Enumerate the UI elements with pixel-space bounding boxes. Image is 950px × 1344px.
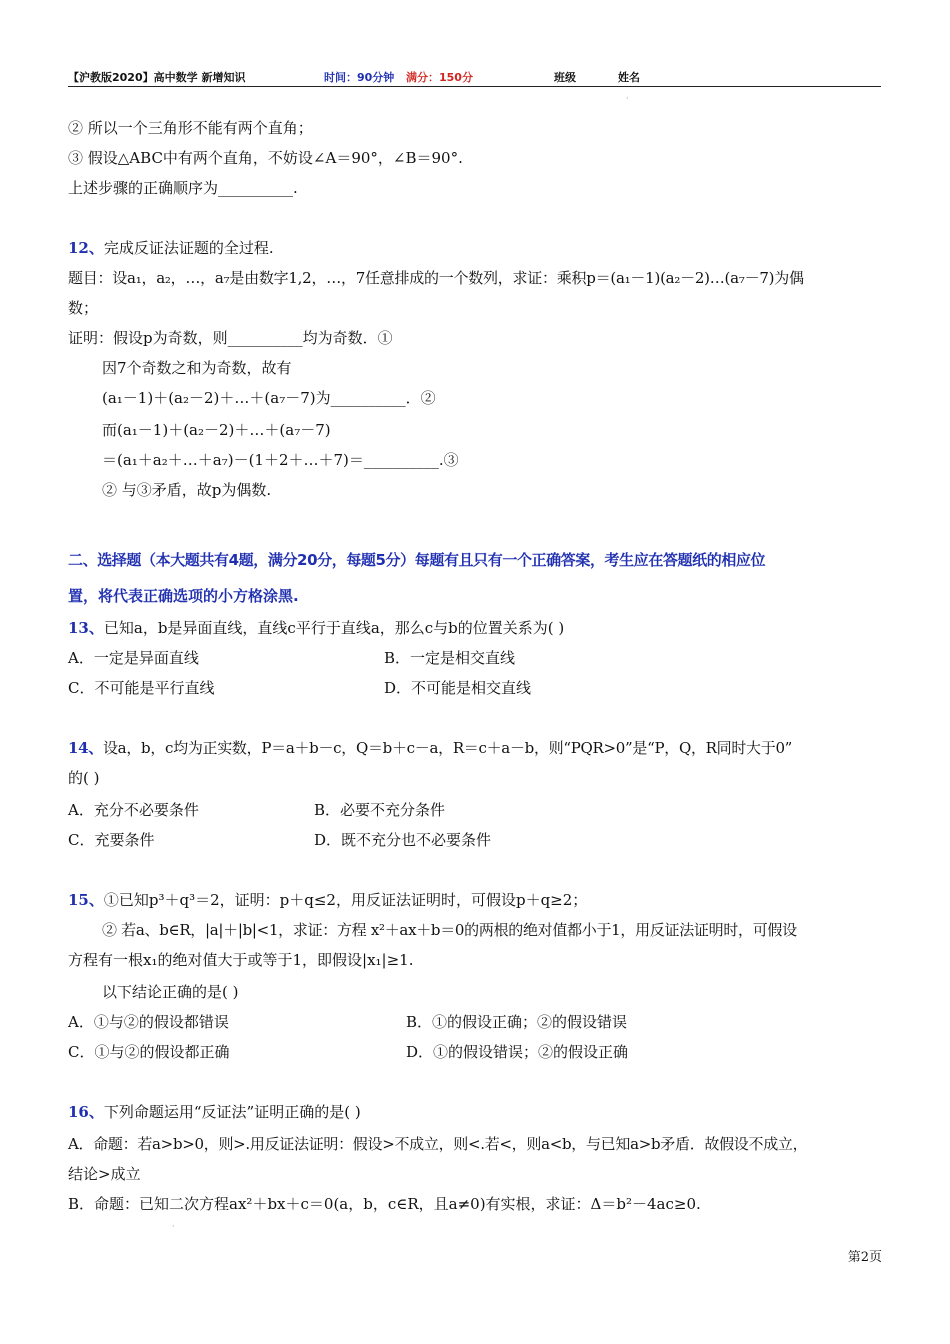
option-c: C．①与②的假设都正确 xyxy=(68,1043,230,1061)
option-b: B．命题：已知二次方程ax²＋bx＋c＝0(a，b，c∈R，且a≠0)有实根，求证：Δ＝b²－4ac≥0. xyxy=(68,1195,701,1213)
question-number: 14、 xyxy=(68,739,103,757)
section-heading-cont: 置，将代表正确选项的小方格涂黑. xyxy=(68,587,299,605)
text-line: 数； xyxy=(68,299,99,317)
option-a: A．①与②的假设都错误 xyxy=(68,1013,229,1031)
question-12 xyxy=(68,238,274,258)
text-line: 上述步骤的正确顺序为__________. xyxy=(68,179,298,197)
option-c: C．充要条件 xyxy=(68,831,155,849)
question-number: 15、 xyxy=(68,891,104,909)
text-line: ② 所以一个三角形不能有两个直角； xyxy=(68,119,313,137)
option-b: B．一定是相交直线 xyxy=(384,649,516,667)
text-line: 结论>成立 xyxy=(68,1165,141,1183)
text-line: ② 若a、b∈R，|a|＋|b|<1，求证：方程 x²＋ax＋b＝0的两根的绝对值都小于1，用反证法证明时，可假设 xyxy=(102,921,797,939)
question-number: 12、 xyxy=(68,239,104,257)
text-line: ② 与③矛盾，故p为偶数. xyxy=(102,481,272,499)
header-title: 【沪教版2020】高中数学 新增知识 xyxy=(68,71,246,84)
option-a: A．充分不必要条件 xyxy=(68,801,199,819)
question-16 xyxy=(68,1102,361,1122)
option-d: D．不可能是相交直线 xyxy=(384,679,532,697)
question-stem: 设a，b，c均为正实数，P＝a＋b－c，Q＝b＋c－a，R＝c＋a－b，则“PQR>0”是“P，Q，R同时大于0” xyxy=(102,739,793,757)
question-stem: ①已知p³＋q³＝2，证明：p＋q≤2，用反证法证明时，可假设p＋q≥2； xyxy=(103,891,588,909)
stray-mark: · xyxy=(626,94,629,103)
option-d: D．既不充分也不必要条件 xyxy=(314,831,492,849)
text-line: 方程有一根x₁的绝对值大于或等于1，即假设|x₁|≥1. xyxy=(68,951,414,969)
question-stem: 下列命题运用“反证法”证明正确的是( ) xyxy=(103,1103,361,1121)
question-stem: 已知a，b是异面直线，直线c平行于直线a，那么c与b的位置关系为( ) xyxy=(103,619,565,637)
page-header xyxy=(68,66,881,87)
header-score: 满分：150分 xyxy=(406,71,473,84)
option-a: A．命题：若a>b>0，则>.用反证法证明：假设>不成立，则<.若<，则a<b，与已知a>b矛盾．故假设不成立， xyxy=(68,1135,808,1153)
question-number: 13、 xyxy=(68,619,104,637)
text-line: ③ 假设△ABC中有两个直角，不妨设∠A＝90°，∠B＝90°. xyxy=(68,149,463,167)
header-time: 时间：90分钟 xyxy=(324,71,395,84)
text-line: 而(a₁－1)＋(a₂－2)＋…＋(a₇－7) xyxy=(102,421,331,439)
question-stem: 完成反证法证题的全过程. xyxy=(103,239,274,257)
question-number: 16、 xyxy=(68,1103,104,1121)
text-line: 以下结论正确的是( ) xyxy=(102,983,239,1001)
page-number: 第2页 xyxy=(847,1250,882,1265)
text-line: 题目：设a₁，a₂，…，a₇是由数字1,2，…，7任意排成的一个数列，求证：乘积p＝(a₁－1)(a₂－2)…(a₇－7)为偶 xyxy=(68,269,804,287)
question-14 xyxy=(68,738,792,758)
section-heading: 二、选择题（本大题共有4题，满分20分，每题5分）每题有且只有一个正确答案，考生应在答题纸的相应位 xyxy=(68,551,766,569)
text-line: (a₁－1)＋(a₂－2)＋…＋(a₇－7)为__________．② xyxy=(102,389,436,407)
text-line: 的( ) xyxy=(68,769,100,787)
header-class-label: 班级 xyxy=(554,71,576,84)
option-b: B．①的假设正确；②的假设错误 xyxy=(406,1013,628,1031)
header-name-label: 姓名 xyxy=(618,71,640,84)
question-15 xyxy=(68,890,587,910)
option-d: D．①的假设错误；②的假设正确 xyxy=(406,1043,629,1061)
option-b: B．必要不充分条件 xyxy=(314,801,446,819)
text-line: ＝(a₁＋a₂＋…＋a₇)－(1＋2＋…＋7)＝__________.③ xyxy=(102,451,459,469)
stray-mark: · xyxy=(172,1222,175,1231)
text-line: 证明：假设p为奇数，则__________均为奇数．① xyxy=(68,329,393,347)
option-c: C．不可能是平行直线 xyxy=(68,679,215,697)
question-13 xyxy=(68,618,564,638)
text-line: 因7个奇数之和为奇数，故有 xyxy=(102,359,292,377)
option-a: A．一定是异面直线 xyxy=(68,649,199,667)
